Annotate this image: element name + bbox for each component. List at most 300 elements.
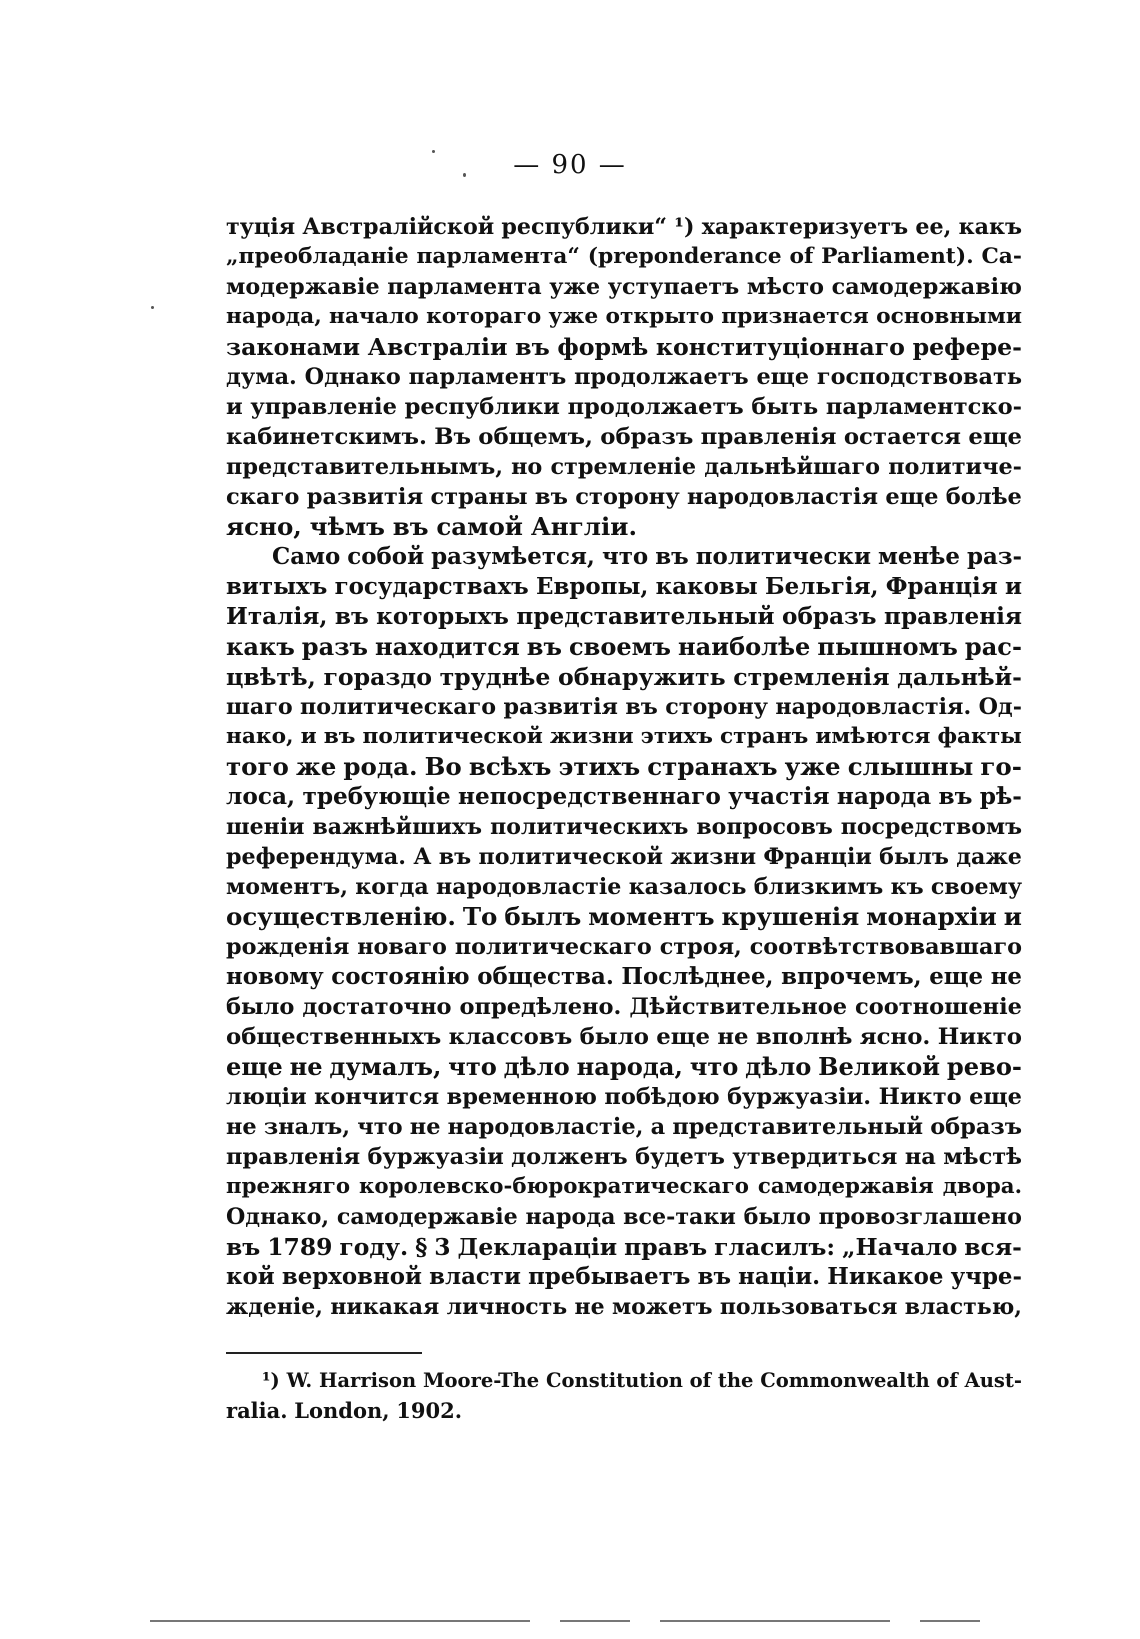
word: обнаружить [558, 663, 726, 691]
word: какъ [226, 632, 295, 661]
word: участія [728, 783, 830, 810]
word: образъ [782, 603, 877, 630]
word: опредѣлено. [459, 994, 622, 1020]
word: Послѣднее, [621, 964, 774, 990]
word: посредствомъ [840, 814, 1022, 840]
word: факты [937, 724, 1022, 749]
word: Однако [304, 364, 401, 390]
word: народа [525, 1204, 616, 1230]
word: народа, [226, 304, 322, 329]
word: ¹) [262, 1369, 280, 1392]
word: въ [534, 484, 568, 510]
body-line [226, 692, 1022, 722]
word: сторону [575, 484, 680, 510]
word: пользоваться [719, 1294, 898, 1320]
word: народовластія [686, 484, 879, 510]
word: того [226, 752, 289, 781]
word: парламента“ [416, 244, 580, 269]
word: можетъ [612, 1294, 713, 1320]
word: лоса, [226, 783, 296, 810]
word: не [409, 1114, 441, 1140]
word: самодержавію [831, 274, 1022, 300]
word: законами [226, 333, 361, 361]
word: А [413, 844, 432, 870]
word: Никто [878, 1084, 962, 1110]
body-line [226, 392, 1022, 422]
body-line [226, 422, 1022, 452]
word: Италія, [226, 603, 328, 630]
body-line [226, 1232, 1022, 1262]
word: формѣ [557, 333, 649, 361]
word: Harrison [319, 1369, 417, 1392]
word: жизни [670, 844, 757, 870]
word: республики [404, 394, 560, 420]
word: го- [980, 752, 1022, 781]
word: характеризуетъ [701, 214, 909, 240]
word: своемъ [568, 632, 672, 661]
word: классовъ [448, 1024, 573, 1050]
word: не [717, 1024, 749, 1050]
word: правленія [226, 1144, 361, 1170]
word: рефере- [912, 333, 1022, 361]
word: въ [438, 844, 472, 870]
word: мѣсто [746, 274, 825, 300]
word: парламентъ [408, 364, 567, 390]
body-line [226, 542, 1022, 572]
word: этихъ [558, 752, 641, 781]
word: правъ [624, 1233, 708, 1261]
word: еще [968, 424, 1022, 450]
word: народа, [576, 1052, 683, 1081]
body-line [226, 872, 1022, 902]
body-line [226, 452, 1022, 482]
word: представительнымъ, [226, 454, 503, 480]
word: пышномъ [817, 632, 958, 661]
word: самодержавія [757, 1174, 934, 1199]
body-line [226, 1142, 1022, 1172]
word: важнѣйшихъ [312, 814, 483, 840]
word: 1789 [267, 1233, 333, 1261]
word: менѣе [878, 543, 960, 570]
word: буржуазіи. [727, 1084, 872, 1110]
word: гораздо [323, 663, 432, 691]
word: еще [226, 1052, 283, 1081]
word: рожденія [226, 934, 350, 960]
word: of [789, 244, 814, 269]
word: разумѣется, [431, 543, 595, 570]
word: стремленіе [550, 454, 697, 480]
word: Однако, [226, 1204, 330, 1230]
page-number: — 90 — [513, 150, 627, 180]
word: политическаго [454, 934, 652, 960]
word: будетъ [635, 1144, 725, 1170]
word: достаточно [302, 994, 452, 1020]
word: что [689, 1052, 739, 1081]
word: каковы [655, 573, 758, 600]
word: развитія [306, 484, 424, 510]
word: собой [347, 543, 425, 570]
body-line [226, 512, 1022, 542]
word: еще [929, 964, 984, 990]
word: моментъ [588, 902, 715, 931]
word: королевско-бюрократическаго [359, 1174, 749, 1199]
word: власти [429, 1264, 521, 1290]
word: люціи [226, 1084, 307, 1110]
word: націи. [738, 1264, 821, 1290]
word: ¹) [674, 214, 695, 240]
word: чѣмъ [309, 512, 385, 541]
word: парламента [387, 274, 542, 300]
word: наиболѣе [678, 632, 811, 661]
word: остается [843, 424, 962, 450]
word: временною [446, 1084, 597, 1110]
word: раз- [966, 543, 1022, 570]
word: Европы, [536, 573, 649, 600]
body-line [226, 1052, 1022, 1082]
word: утвердиться [732, 1144, 898, 1170]
word: правленія [884, 603, 1022, 630]
word: какъ [958, 214, 1022, 240]
word: еще [656, 1024, 710, 1050]
word: вполнѣ [755, 1024, 853, 1050]
word: самодержавіе [336, 1204, 518, 1230]
word: мѣстѣ [943, 1144, 1022, 1170]
word: господствовать [816, 364, 1022, 390]
body-line [226, 1202, 1022, 1232]
word: страны [430, 484, 528, 510]
word: кой [226, 1264, 275, 1290]
body-line [226, 992, 1022, 1022]
word: не [574, 1294, 605, 1320]
word: своему [930, 874, 1022, 900]
body-line [226, 1082, 1022, 1112]
footnote [226, 1366, 1022, 1426]
word: болѣе [945, 484, 1022, 510]
word: былъ [879, 844, 949, 870]
word: кабинетскимъ. [226, 424, 427, 450]
word: провозглашено [818, 1204, 1022, 1230]
word: въ [526, 632, 562, 661]
word: которыхъ [376, 603, 509, 630]
word: думалъ, [329, 1052, 442, 1081]
word: властью, [904, 1294, 1022, 1320]
word: открыто [605, 304, 714, 329]
body-line [226, 842, 1022, 872]
word: Moore-The [422, 1369, 540, 1392]
body-line [226, 1022, 1022, 1052]
word: личность [446, 1294, 568, 1320]
word: но [511, 454, 543, 480]
word: народа [836, 783, 932, 810]
word: самой [436, 512, 523, 541]
word: жизни [549, 724, 634, 749]
word: народовластія. [775, 694, 972, 720]
word: впрочемъ, [781, 964, 922, 990]
word: Англіи. [530, 512, 637, 541]
body-line [226, 572, 1022, 602]
scan-edge-line [150, 1620, 530, 1622]
body-line [226, 302, 1022, 332]
word: соотвѣтствовавшаго [749, 934, 1022, 960]
body-line [226, 212, 1022, 242]
word: начало [329, 304, 419, 329]
word: быть [751, 394, 819, 420]
body-line [226, 662, 1022, 692]
word: все-таки [623, 1204, 736, 1230]
word: осуществленію. [226, 902, 456, 931]
word: въ [334, 603, 369, 630]
word: въ [655, 543, 689, 570]
word: дальнѣй- [897, 663, 1022, 691]
word: шеніи [226, 814, 305, 840]
word: казалось [628, 874, 747, 900]
word: что [601, 543, 649, 570]
footnote-line [226, 1396, 1022, 1426]
word: былъ [504, 902, 582, 931]
word: пребываетъ [528, 1264, 691, 1290]
word: Австраліи [367, 333, 508, 361]
word: всѣхъ [468, 752, 552, 781]
word: странахъ [647, 752, 778, 781]
word: Деклараціи [457, 1233, 618, 1261]
body-line [226, 602, 1022, 632]
body-line [226, 1292, 1022, 1322]
word: въ [938, 783, 973, 810]
word: шаго [226, 694, 293, 720]
word: прежняго [226, 1174, 351, 1199]
word: Commonwealth [760, 1369, 930, 1392]
word: въ [625, 694, 658, 720]
word: Од- [978, 694, 1022, 720]
body-text [226, 212, 1022, 1322]
word: и [300, 724, 317, 749]
word: было [579, 1024, 649, 1050]
word: дѣло [745, 1052, 812, 1081]
word: жденіе, [226, 1294, 323, 1320]
word: цвѣтѣ, [226, 663, 316, 691]
word: of [936, 1369, 958, 1392]
body-line [226, 1262, 1022, 1292]
print-speck [432, 150, 435, 153]
word: уже [784, 752, 841, 781]
word: „Начало [841, 1233, 958, 1261]
word: въ [323, 724, 356, 749]
scan-edge-line [660, 1620, 890, 1622]
word: Никто [937, 1024, 1022, 1050]
body-line [226, 752, 1022, 782]
word: зналъ, [263, 1114, 351, 1140]
word: было [743, 1204, 811, 1230]
word: же [295, 752, 337, 781]
word: правленія [700, 424, 837, 450]
word: представительный [672, 1114, 924, 1140]
word: не [226, 1114, 257, 1140]
word: of [689, 1369, 712, 1392]
word: То [462, 902, 498, 931]
word: котораго [426, 304, 542, 329]
word: требующіе [302, 783, 451, 810]
word: витыхъ [226, 573, 328, 600]
word: рода. [343, 752, 418, 781]
word: Великой [818, 1052, 941, 1081]
word: къ [890, 874, 924, 900]
word: продолжаетъ [574, 364, 749, 390]
word: политиче- [888, 454, 1022, 480]
word: рас- [964, 632, 1022, 661]
word: соотношеніе [855, 994, 1022, 1020]
word: W. [286, 1369, 313, 1392]
word: побѣдою [604, 1084, 720, 1110]
word: дума. [226, 364, 297, 390]
word: уже [548, 304, 599, 329]
word: основными [876, 304, 1022, 329]
word: имѣются [815, 724, 931, 749]
word: народовластіе [436, 874, 622, 900]
word: странъ [719, 724, 809, 749]
word: политическихъ [490, 814, 689, 840]
word: ее, [915, 214, 952, 240]
body-line [226, 272, 1022, 302]
word: вопросовъ [696, 814, 833, 840]
body-line [226, 722, 1022, 752]
word: учре- [950, 1264, 1022, 1290]
word: моментъ, [226, 874, 348, 900]
body-line [226, 482, 1022, 512]
word: въ [515, 333, 550, 361]
word: ясно, [226, 512, 302, 541]
word: состоянію [331, 964, 470, 990]
word: этихъ [640, 724, 713, 749]
word: году. [339, 1233, 409, 1261]
print-speck [463, 173, 466, 177]
word: новаго [357, 934, 447, 960]
body-line [226, 932, 1022, 962]
body-line [226, 812, 1022, 842]
body-line [226, 332, 1022, 362]
word: вся- [964, 1233, 1022, 1261]
word: (preponderance [587, 244, 782, 269]
word: на [904, 1144, 936, 1170]
body-line [226, 242, 1022, 272]
word: Дѣйствительное [629, 994, 848, 1020]
word: конституціоннаго [655, 333, 905, 361]
scan-edge-line [560, 1620, 630, 1622]
word: Бельгія, [765, 573, 879, 600]
word: верховной [281, 1264, 422, 1290]
word: что [357, 1114, 403, 1140]
word: строя, [659, 934, 742, 960]
word: крушенія [721, 902, 860, 931]
word: „преобладаніе [226, 244, 409, 269]
word: London, [294, 1398, 390, 1423]
word: разъ [301, 632, 368, 661]
word: еще [969, 1084, 1022, 1110]
word: республики“ [501, 214, 668, 240]
word: Aust- [964, 1369, 1022, 1392]
word: новому [226, 964, 324, 990]
word: труднѣе [439, 663, 551, 691]
word: Само [272, 543, 341, 570]
body-line [226, 362, 1022, 392]
word: политически [695, 543, 871, 570]
footnote-divider [226, 1352, 422, 1354]
word: скаго [226, 484, 300, 510]
word: представительный [516, 603, 775, 630]
word: когда [355, 874, 429, 900]
body-line [226, 1112, 1022, 1142]
word: и [1003, 902, 1022, 931]
word: находится [375, 632, 520, 661]
word: Въ [434, 424, 471, 450]
word: въ [392, 512, 429, 541]
word: не [990, 964, 1022, 990]
word: еще [885, 484, 939, 510]
word: Constitution [546, 1369, 683, 1392]
word: монархіи [866, 902, 997, 931]
word: не [289, 1052, 323, 1081]
body-line [226, 962, 1022, 992]
word: что [448, 1052, 497, 1081]
word: народовластіе, [447, 1114, 644, 1140]
word: признается [721, 304, 869, 329]
footnote-line [226, 1366, 1022, 1396]
word: референдума. [226, 844, 406, 870]
word: the [717, 1369, 754, 1392]
word: § [415, 1233, 428, 1261]
word: общественныхъ [226, 1024, 442, 1050]
word: въ [697, 1264, 731, 1290]
word: 1902. [396, 1398, 463, 1423]
word: политическаго [300, 694, 497, 720]
word: продолжаетъ [567, 394, 744, 420]
word: дальнѣйшаго [704, 454, 881, 480]
word: буржуазіи [367, 1144, 504, 1170]
word: двора. [942, 1174, 1022, 1199]
word: близкимъ [753, 874, 884, 900]
word: въ [226, 1233, 261, 1261]
word: ясно. [859, 1024, 931, 1050]
word: политической [478, 844, 663, 870]
word: никакая [330, 1294, 440, 1320]
body-line [226, 632, 1022, 662]
word: было [226, 994, 295, 1020]
word: ralia. [226, 1398, 288, 1423]
word: Франція [885, 573, 998, 600]
word: Никакое [827, 1264, 944, 1290]
body-line [226, 1172, 1022, 1202]
word: непосредственнаго [457, 783, 721, 810]
word: долженъ [511, 1144, 628, 1170]
word: парламентско- [825, 394, 1022, 420]
word: нако, [226, 724, 294, 749]
word: общемъ, [478, 424, 593, 450]
body-line [226, 782, 1022, 812]
word: политической [362, 724, 543, 749]
word: рево- [946, 1052, 1022, 1081]
word: даже [956, 844, 1022, 870]
word: развитія [503, 694, 618, 720]
word: Австралійской [302, 214, 495, 240]
word: гласилъ: [714, 1233, 836, 1261]
word: 3 [434, 1233, 451, 1261]
word: модержавіе [226, 274, 380, 300]
word: и [226, 394, 243, 420]
word: Франціи [763, 844, 872, 870]
word: еще [756, 364, 810, 390]
word: Во [424, 752, 462, 781]
word: сторону [665, 694, 769, 720]
word: дѣло [503, 1052, 570, 1081]
